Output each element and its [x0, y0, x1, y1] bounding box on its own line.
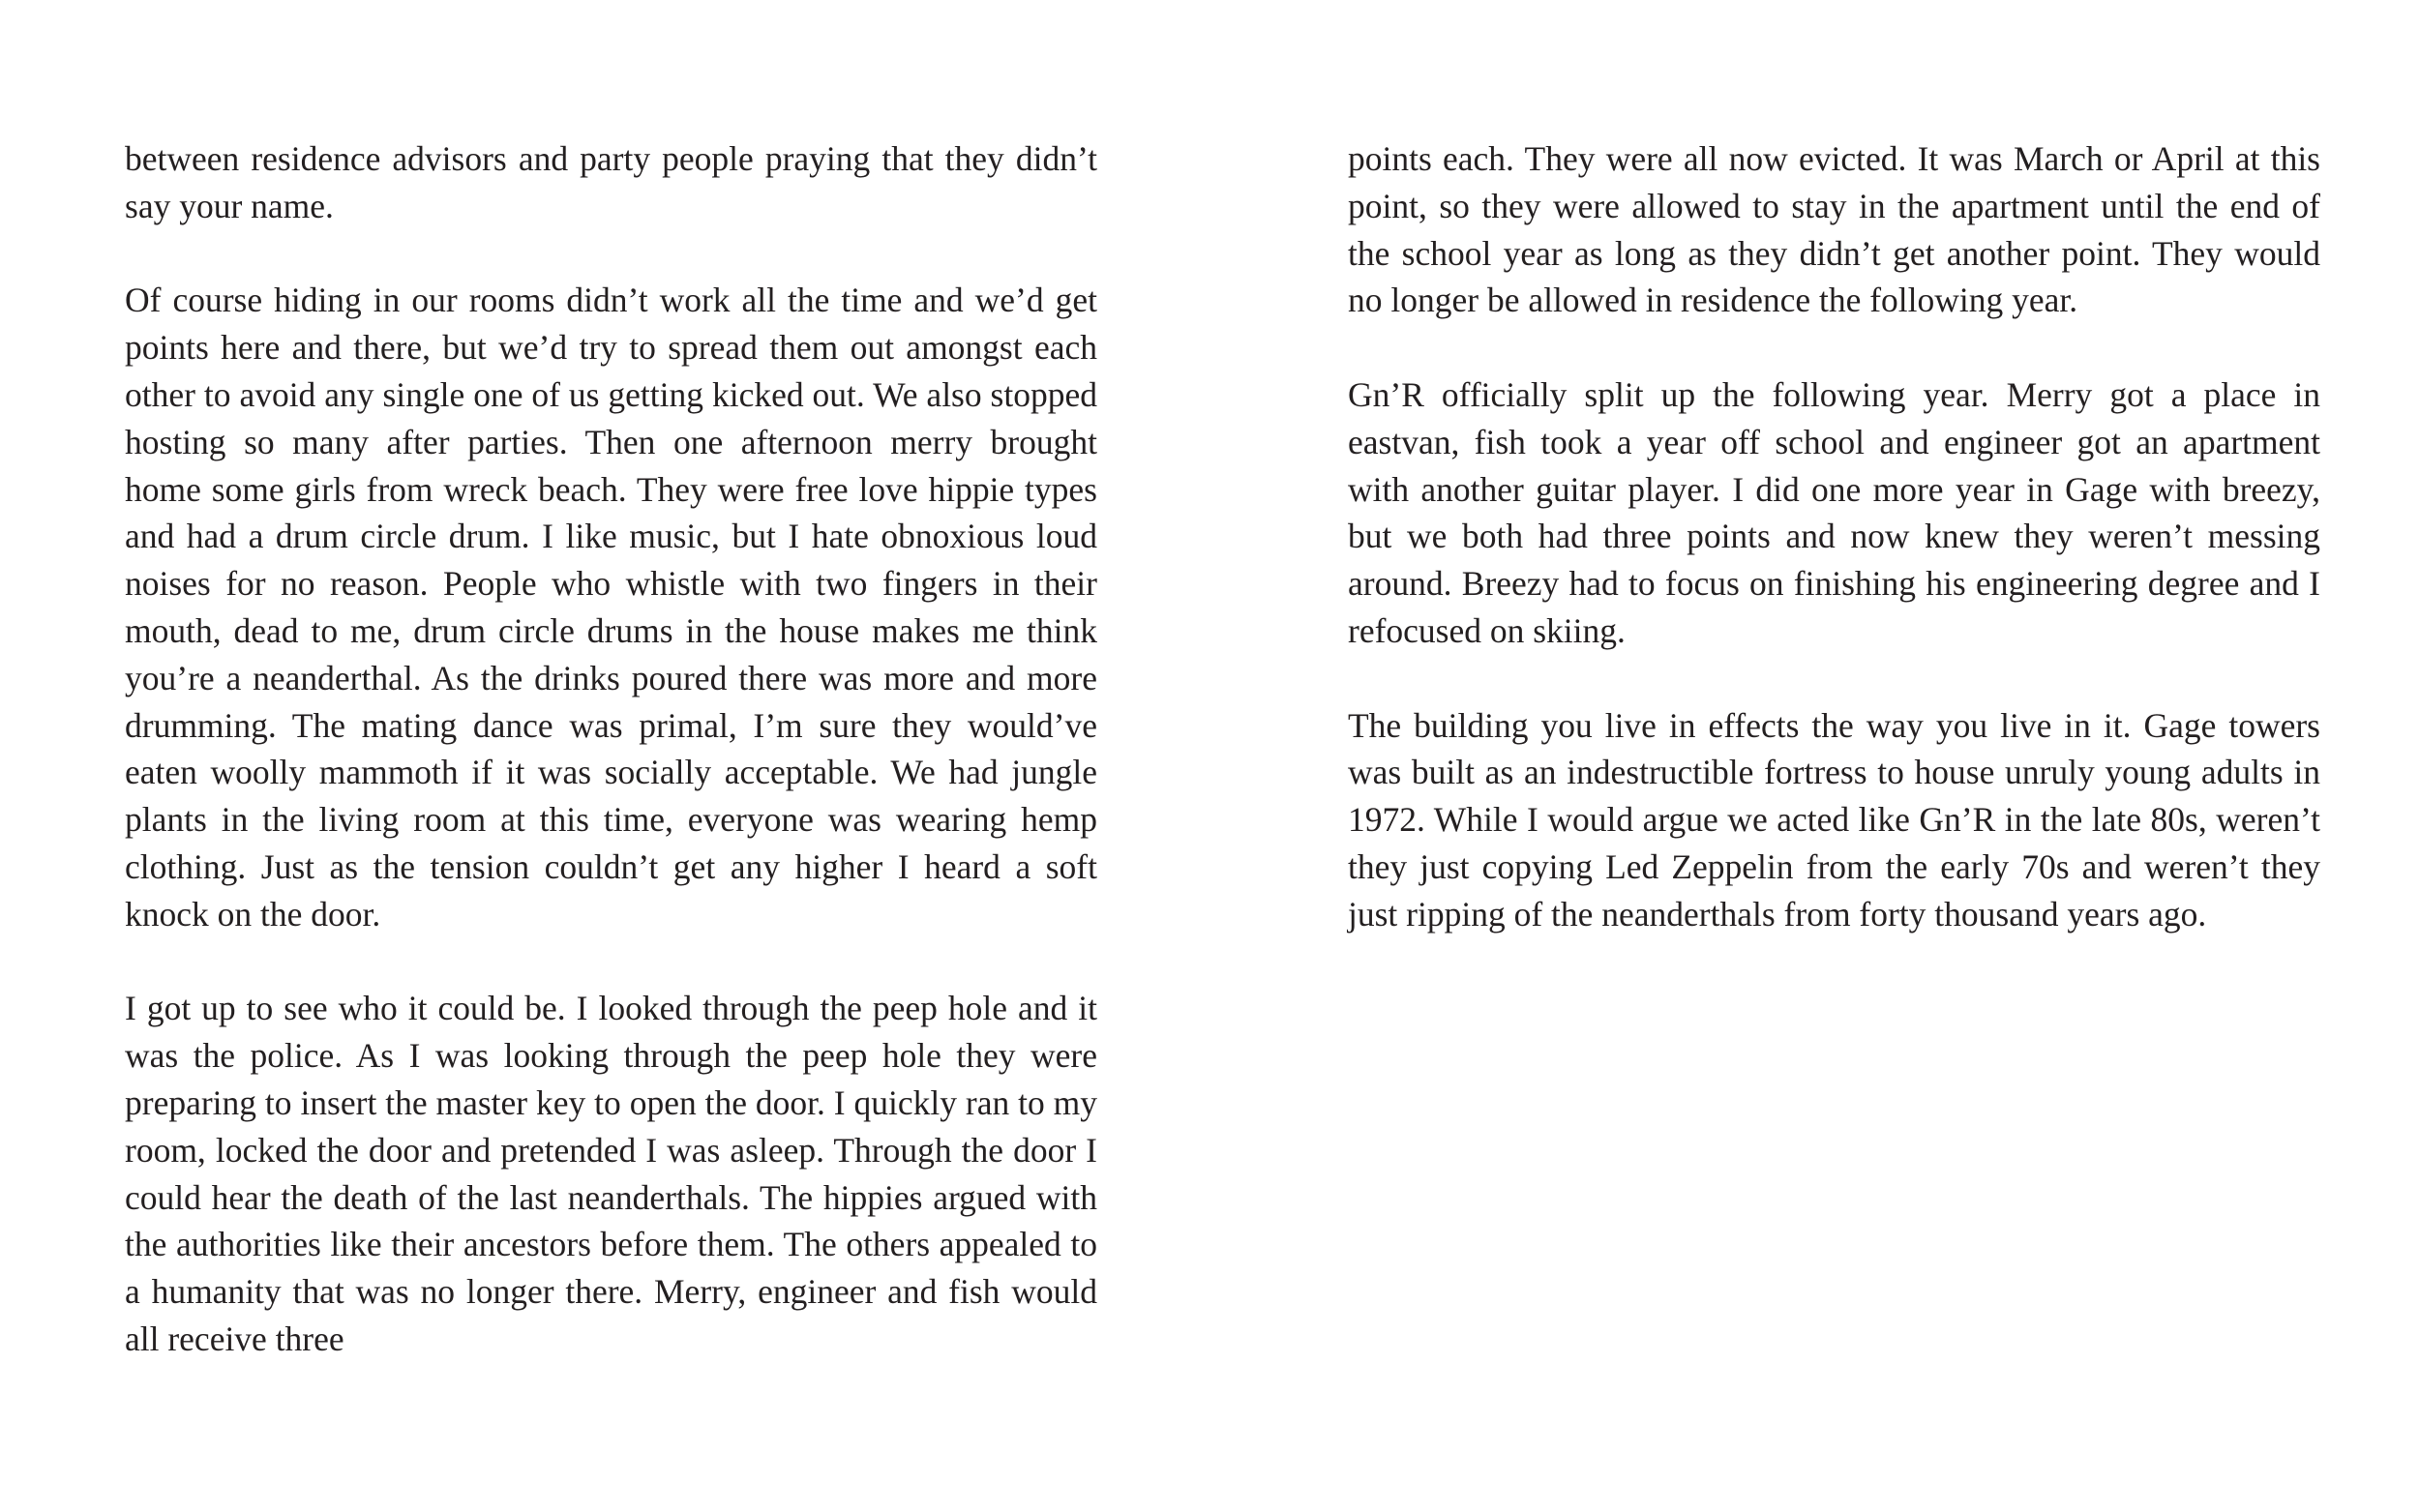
left-paragraph-2: Of course hiding in our rooms didn’t work all the time and we’d get points here and there, but we’d try to spread them out amongst each other to avoid any single one of us getting kicked out. We also stopped hosting so many after parties. Then one afternoon merry brought home some girls from wreck beach. They were free love hippie types and had a drum circle drum. I like music, but I hate obnoxious loud noises for no reason. People who whistle with two fingers in their mouth, dead to me, drum circle drums in the house makes me think you’re a neanderthal. As the drinks poured there was more and more drumming. The mating dance was primal, I’m sure they would’ve eaten woolly mammoth if it was socially acceptable. We had jungle plants in the living room at this time, everyone was wearing hemp clothing. Just as the tension couldn’t get any higher I heard a soft knock on the door. [125, 281, 1097, 934]
right-page-text [1348, 135, 2320, 985]
left-paragraph-1: between residence advisors and party people praying that they didn’t say your name. [125, 139, 1097, 225]
right-paragraph-2: Gn’R officially split up the following year. Merry got a place in eastvan, fish took a year off school and engineer got an apartment with another guitar player. I did one more year in Gage with breezy, but we both had three points and now knew they weren’t messing around. Breezy had to focus on finishing his engineering degree and I refocused on skiing. [1348, 374, 2320, 650]
left-page-text [125, 135, 1097, 1410]
right-paragraph-3: The building you live in effects the way you live in it. Gage towers was built as an indestructible fortress to house unruly young adults in 1972. While I would argue we acted like Gn’R in the late 80s, weren’t they just copying Led Zeppelin from the early 70s and weren’t they just ripping of the neanderthals from forty thousand years ago. [1348, 705, 2320, 934]
right-paragraph-1: points each. They were all now evicted. It was March or April at this point, so they were allowed to stay in the apartment until the end of the school year as long as they didn’t get another point. They would no longer be allowed in residence the following year. [1348, 139, 2320, 320]
left-paragraph-3: I got up to see who it could be. I looked through the peep hole and it was the police. As I was looking through the peep hole they were preparing to insert the master key to open the door. I quickly ran to my room, locked the door and pretended I was asleep. Through the door I could hear the death of the last neanderthals. The hippies argued with the authorities like their ancestors before them. The others appealed to a humanity that was no longer there. Merry, engineer and fish would all receive three [125, 989, 1097, 1358]
